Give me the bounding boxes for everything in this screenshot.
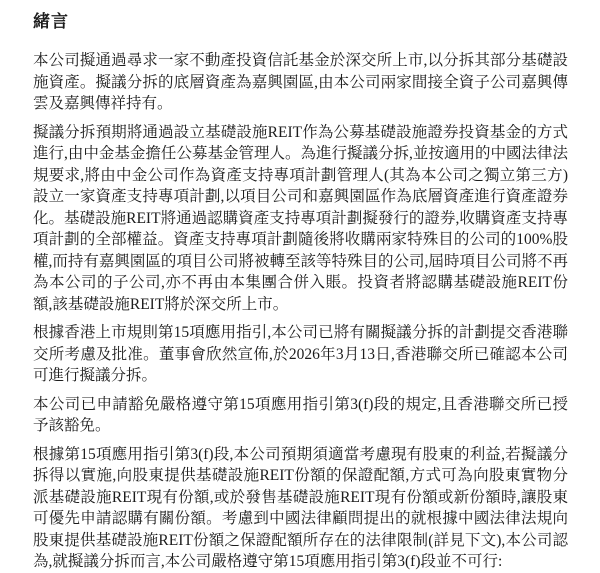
- paragraph-intro: 本公司擬通過尋求一家不動產投資信託基金於深交所上市,以分拆其部分基礎設施資產。擬議分拆的底層資產為嘉興園區,由本公司兩家間接全資子公司嘉興傳雲及嘉興傳祥持有。: [33, 52, 568, 112]
- section-heading: 緒言: [33, 12, 69, 31]
- paragraph-pn15-3f: 根據第15項應用指引第3(f)段,本公司預期須適當考慮現有股東的利益,若擬議分拆得以實施,向股東提供基礎設施REIT份額的保證配額,方式可為向股東實物分派基礎設施REIT現有份額,或於發售基礎設施REIT現有份額或新份額時,讓股東可優先申請認購有關份額。考慮到中國法律顧問提出的就根據中國法律法規向股東提供基礎設施REIT份額之保證配額所存在的法律限制(詳見下文),本公司認為,就擬議分拆而言,本公司嚴格遵守第15項應用指引第3(f)段並不可行:: [33, 445, 568, 570]
- paragraph-hkex-approval: 根據香港上市規則第15項應用指引,本公司已將有關擬議分拆的計劃提交香港聯交所考慮及批准。董事會欣然宣佈,於2026年3月13日,香港聯交所已確認本公司可進行擬議分拆。: [33, 324, 568, 384]
- paragraph-waiver: 本公司已申請豁免嚴格遵守第15項應用指引第3(f)段的規定,且香港聯交所已授予該豁免。: [33, 395, 568, 434]
- paragraph-spinoff-structure: 擬議分拆預期將通過設立基礎設施REIT作為公募基礎設施證券投資基金的方式進行,由中金基金擔任公募基金管理人。為進行擬議分拆,並按適用的中國法律法規要求,將由中金公司作為資產支持專項計劃管理人(其為本公司之獨立第三方)設立一家資產支持專項計劃,以項目公司和嘉興園區作為底層資產進行資產證券化。基礎設施REIT將通過認購資產支持專項計劃擬發行的證券,收購資產支持專項計劃的全部權益。資產支持專項計劃隨後將收購兩家特殊目的公司的100%股權,而持有嘉興園區的項目公司將被轉至該等特殊目的公司,屆時項目公司將不再為本公司的子公司,亦不再由本集團合併入賬。投資者將認購基礎設施REIT份額,該基礎設施REIT將於深交所上市。: [33, 123, 568, 313]
